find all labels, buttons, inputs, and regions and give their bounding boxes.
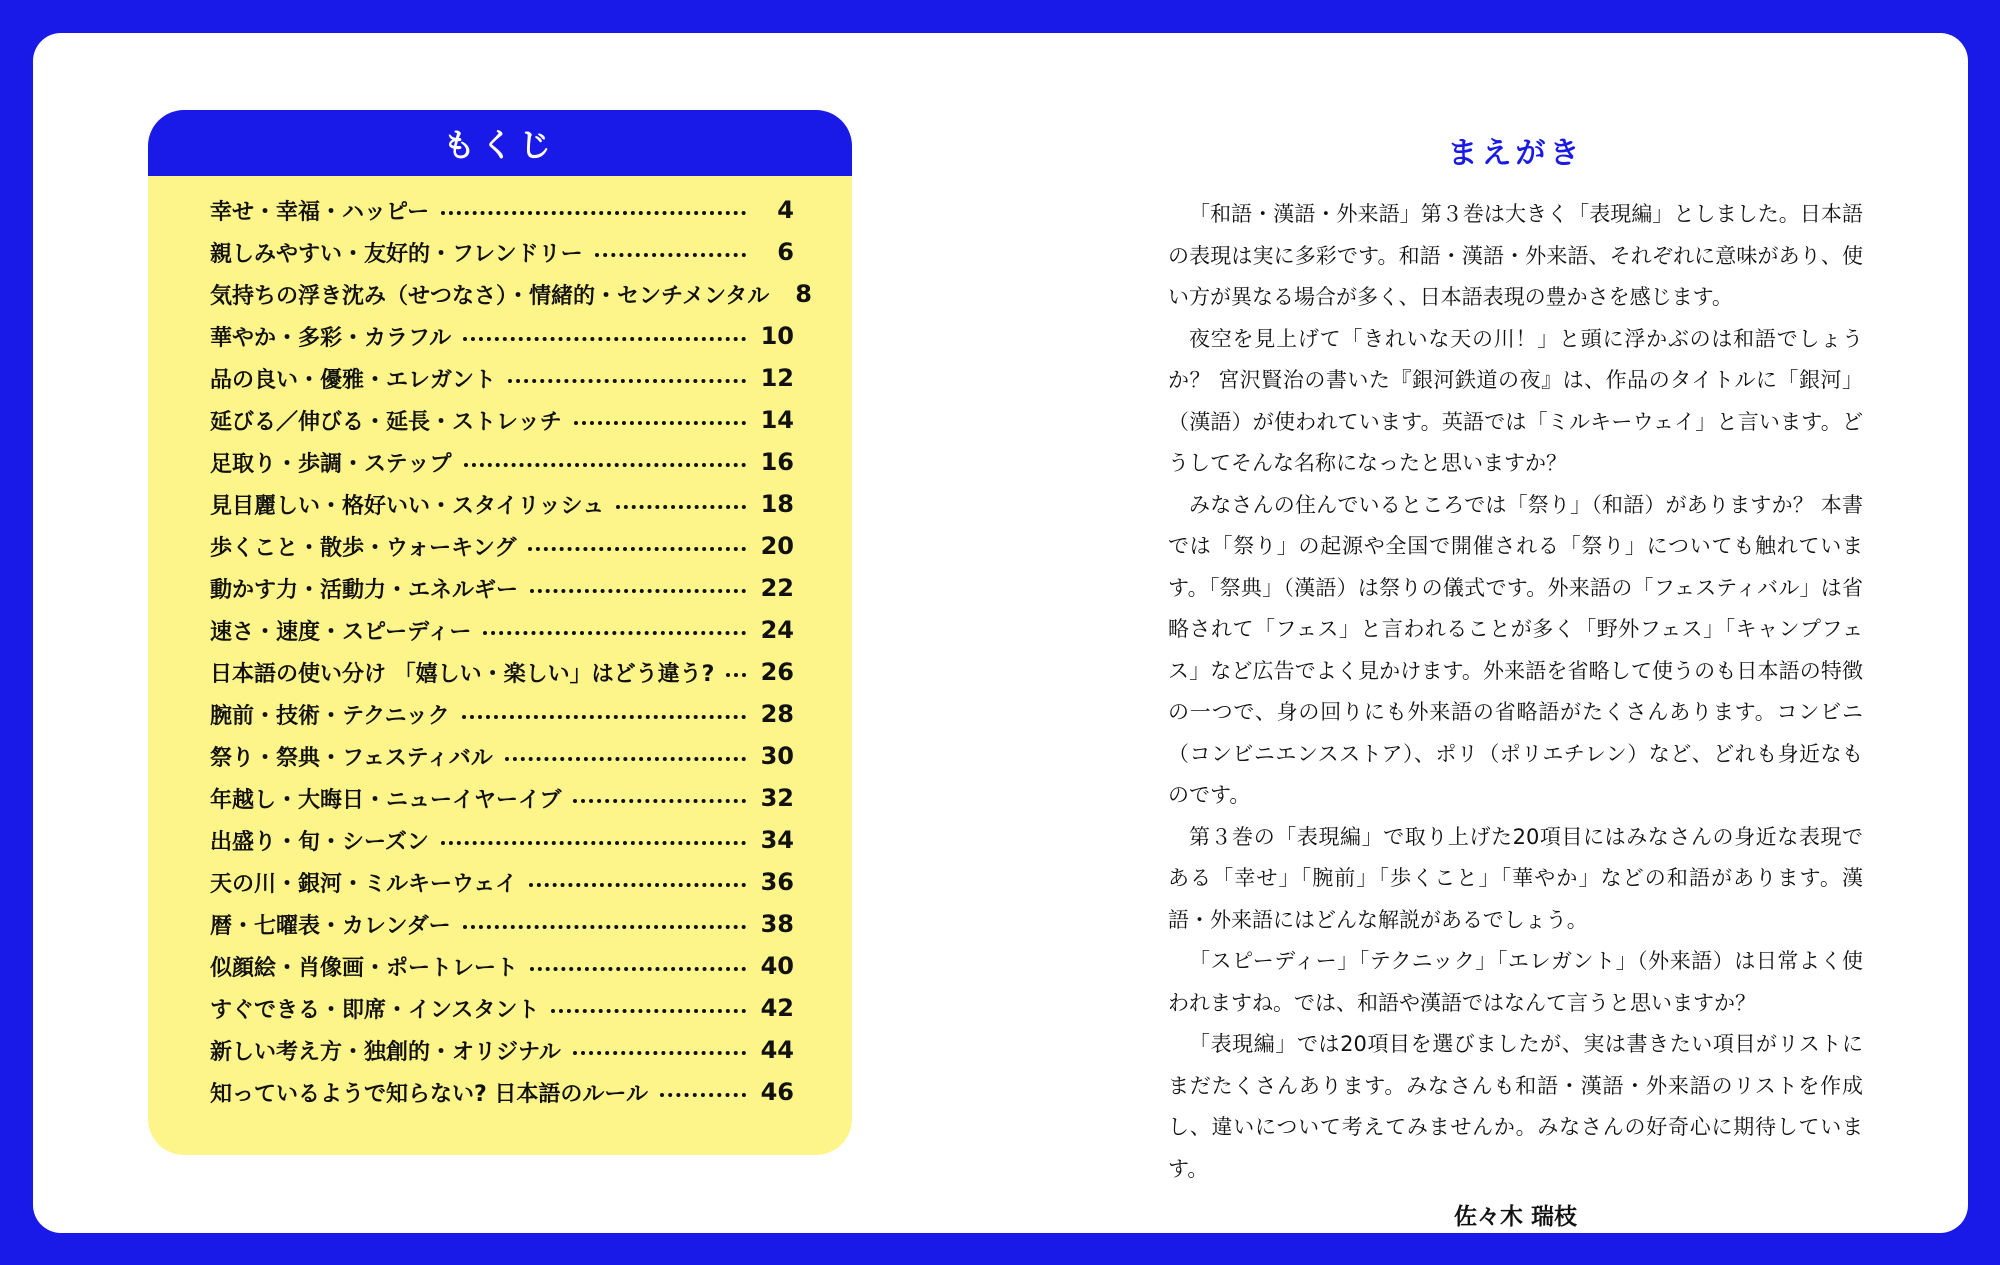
toc-entry-page: 32 (760, 784, 794, 812)
preface-paragraph: みなさんの住んでいるところでは「祭り」（和語）がありますか？ 本書では「祭り」の起源や全国で開催される「祭り」についても触れています。「祭典」（漢語）は祭りの儀式です。外来語の「フェスティバル」は省略されて「フェス」と言われることが多く「野外フェス」「キャンプフェス」など広告でよく見かけます。外来語を省略して使うのも日本語の特徴の一つで、身の回りにも外来語の省略語がたくさんあります。コンビニ（コンビニエンスストア）、ポリ（ポリエチレン）など、どれも身近なものです。 (1168, 492, 1863, 807)
toc-entry-title: すぐできる・即席・インスタント (210, 997, 540, 1023)
toc-entry[interactable] (210, 1030, 794, 1070)
toc-entry-title: 華やか・多彩・カラフル (210, 325, 452, 351)
toc-entry-page: 22 (760, 574, 794, 602)
toc-entry[interactable] (210, 400, 794, 440)
toc-leader-dots (530, 589, 746, 593)
toc-entry[interactable] (210, 904, 794, 944)
toc-header (148, 110, 852, 176)
toc-leader-dots (616, 505, 746, 509)
preface-paragraph: 「和語・漢語・外来語」第３巻は大きく「表現編」としました。日本語の表現は実に多彩です。和語・漢語・外来語、それぞれに意味があり、使い方が異なる場合が多く、日本語表現の豊かさを感じます。 (1168, 202, 1863, 309)
toc-entry[interactable] (210, 442, 794, 482)
toc-entry-page: 46 (760, 1078, 794, 1106)
preface-paragraph: 「表現編」では20項目を選びましたが、実は書きたい項目がリストにまだたくさんあります。みなさんも和語・漢語・外来語のリストを作成し、違いについて考えてみませんか。みなさんの好奇心に期待しています。 (1168, 1032, 1863, 1181)
toc-entry-title: 歩くこと・散歩・ウォーキング (210, 535, 517, 561)
toc-entry[interactable] (210, 862, 794, 902)
toc-leader-dots (573, 799, 746, 803)
toc-leader-dots (483, 631, 746, 635)
toc-entry-title: 日本語の使い分け 「嬉しい・楽しい」はどう違う? (210, 661, 715, 687)
toc-entry-title: 新しい考え方・独創的・オリジナル (210, 1039, 561, 1065)
toc-entry[interactable] (210, 694, 794, 734)
toc-title: もくじ (442, 126, 557, 164)
toc-entry-page: 36 (760, 868, 794, 896)
toc-leader-dots (441, 841, 746, 845)
toc-leader-dots (463, 925, 746, 929)
toc-leader-dots (463, 337, 746, 341)
toc-entry-title: 延びる／伸びる・延長・ストレッチ (210, 409, 562, 435)
toc-entry-page: 14 (760, 406, 794, 434)
toc-entry-title: 天の川・銀河・ミルキーウェイ (210, 871, 518, 897)
toc-entry-title: 似顔絵・肖像画・ポートレート (210, 955, 519, 981)
toc-entry-title: 腕前・技術・テクニック (210, 703, 450, 729)
toc-entry-title: 暦・七曜表・カレンダー (210, 913, 451, 939)
toc-leader-dots (595, 253, 746, 257)
toc-entry-title: 祭り・祭典・フェスティバル (210, 745, 493, 771)
toc-leader-dots (462, 715, 746, 719)
toc-entry-page: 28 (760, 700, 794, 728)
preface-paragraph: 夜空を見上げて「きれいな天の川！」と頭に浮かぶのは和語でしょうか？ 宮沢賢治の書いた『銀河鉄道の夜』は、作品のタイトルに「銀河」（漢語）が使われています。英語では「ミルキーウェイ」と言います。どうしてそんな名称になったと思いますか？ (1168, 326, 1863, 475)
toc-entry-page: 34 (760, 826, 794, 854)
toc-entry-page: 16 (760, 448, 794, 476)
toc-entry[interactable] (210, 190, 794, 230)
preface-body (1168, 194, 1863, 1190)
preface-title: まえがき (1447, 136, 1584, 171)
toc-entry-title: 知っているようで知らない? 日本語のルール (210, 1081, 648, 1107)
toc-entry-page: 38 (760, 910, 794, 938)
toc-entry[interactable] (210, 526, 794, 566)
table-of-contents (148, 110, 852, 1155)
toc-entry-title: 品の良い・優雅・エレガント (210, 367, 497, 393)
toc-leader-dots (660, 1093, 746, 1097)
toc-entry-page: 4 (777, 196, 794, 224)
toc-entry[interactable] (210, 988, 794, 1028)
toc-entry[interactable] (210, 484, 794, 524)
toc-entry[interactable] (210, 820, 794, 860)
toc-leader-dots (441, 211, 746, 215)
toc-entry-title: 幸せ・幸福・ハッピー (210, 199, 430, 225)
toc-entry-title: 気持ちの浮き沈み（せつなさ）・情緒的・センチメンタル (210, 283, 770, 309)
page-sheet (33, 33, 1968, 1233)
toc-entry-page: 10 (760, 322, 794, 350)
toc-leader-dots (528, 547, 746, 551)
toc-entry-page: 30 (760, 742, 794, 770)
toc-entry[interactable] (210, 946, 794, 986)
toc-entry-title: 足取り・歩調・ステップ (210, 451, 452, 477)
toc-leader-dots (551, 1009, 746, 1013)
toc-entry-page: 8 (795, 280, 812, 308)
toc-leader-dots (505, 757, 746, 761)
toc-entry-page: 18 (760, 490, 794, 518)
toc-entry-title: 親しみやすい・友好的・フレンドリー (210, 241, 583, 267)
toc-entry[interactable] (210, 736, 794, 776)
toc-entry-title: 速さ・速度・スピーディー (210, 619, 472, 645)
toc-entry[interactable] (210, 778, 794, 818)
toc-entry-page: 42 (760, 994, 794, 1022)
toc-entry[interactable] (210, 1072, 794, 1112)
toc-leader-dots (573, 1051, 746, 1055)
toc-entry-page: 20 (760, 532, 794, 560)
toc-leader-dots (464, 463, 746, 467)
toc-entry-title: 年越し・大晦日・ニューイヤーイブ (210, 787, 562, 813)
toc-entry-title: 出盛り・旬・シーズン (210, 829, 429, 855)
toc-entry[interactable] (210, 316, 794, 356)
toc-entry[interactable] (210, 358, 794, 398)
toc-entry[interactable] (210, 232, 794, 272)
toc-entry-title: 動かす力・活動力・エネルギー (210, 577, 519, 603)
toc-leader-dots (726, 673, 746, 677)
author-name: 佐々木 瑞枝 (1453, 1204, 1577, 1230)
toc-leader-dots (508, 379, 746, 383)
toc-entry[interactable] (210, 610, 794, 650)
toc-entry[interactable] (210, 274, 812, 314)
preface-paragraph: 第３巻の「表現編」で取り上げた20項目にはみなさんの身近な表現である「幸せ」「腕前」「歩くこと」「華やか」などの和語があります。漢語・外来語にはどんな解説があるでしょう。 (1168, 824, 1863, 932)
toc-leader-dots (530, 967, 746, 971)
toc-entry[interactable] (210, 652, 794, 692)
toc-leader-dots (529, 883, 746, 887)
toc-entry-page: 40 (760, 952, 794, 980)
toc-leader-dots (574, 421, 746, 425)
toc-entry-page: 26 (760, 658, 794, 686)
toc-entry-page: 6 (777, 238, 794, 266)
toc-entry-title: 見目麗しい・格好いい・スタイリッシュ (210, 493, 605, 519)
toc-entry-page: 44 (760, 1036, 794, 1064)
toc-entry-page: 12 (760, 364, 794, 392)
preface-section (1168, 128, 1863, 1231)
toc-entry-page: 24 (760, 616, 794, 644)
toc-entry[interactable] (210, 568, 794, 608)
preface-paragraph: 「スピーディー」「テクニック」「エレガント」（外来語）は日常よく使われますね。では、和語や漢語ではなんて言うと思いますか？ (1168, 949, 1863, 1015)
